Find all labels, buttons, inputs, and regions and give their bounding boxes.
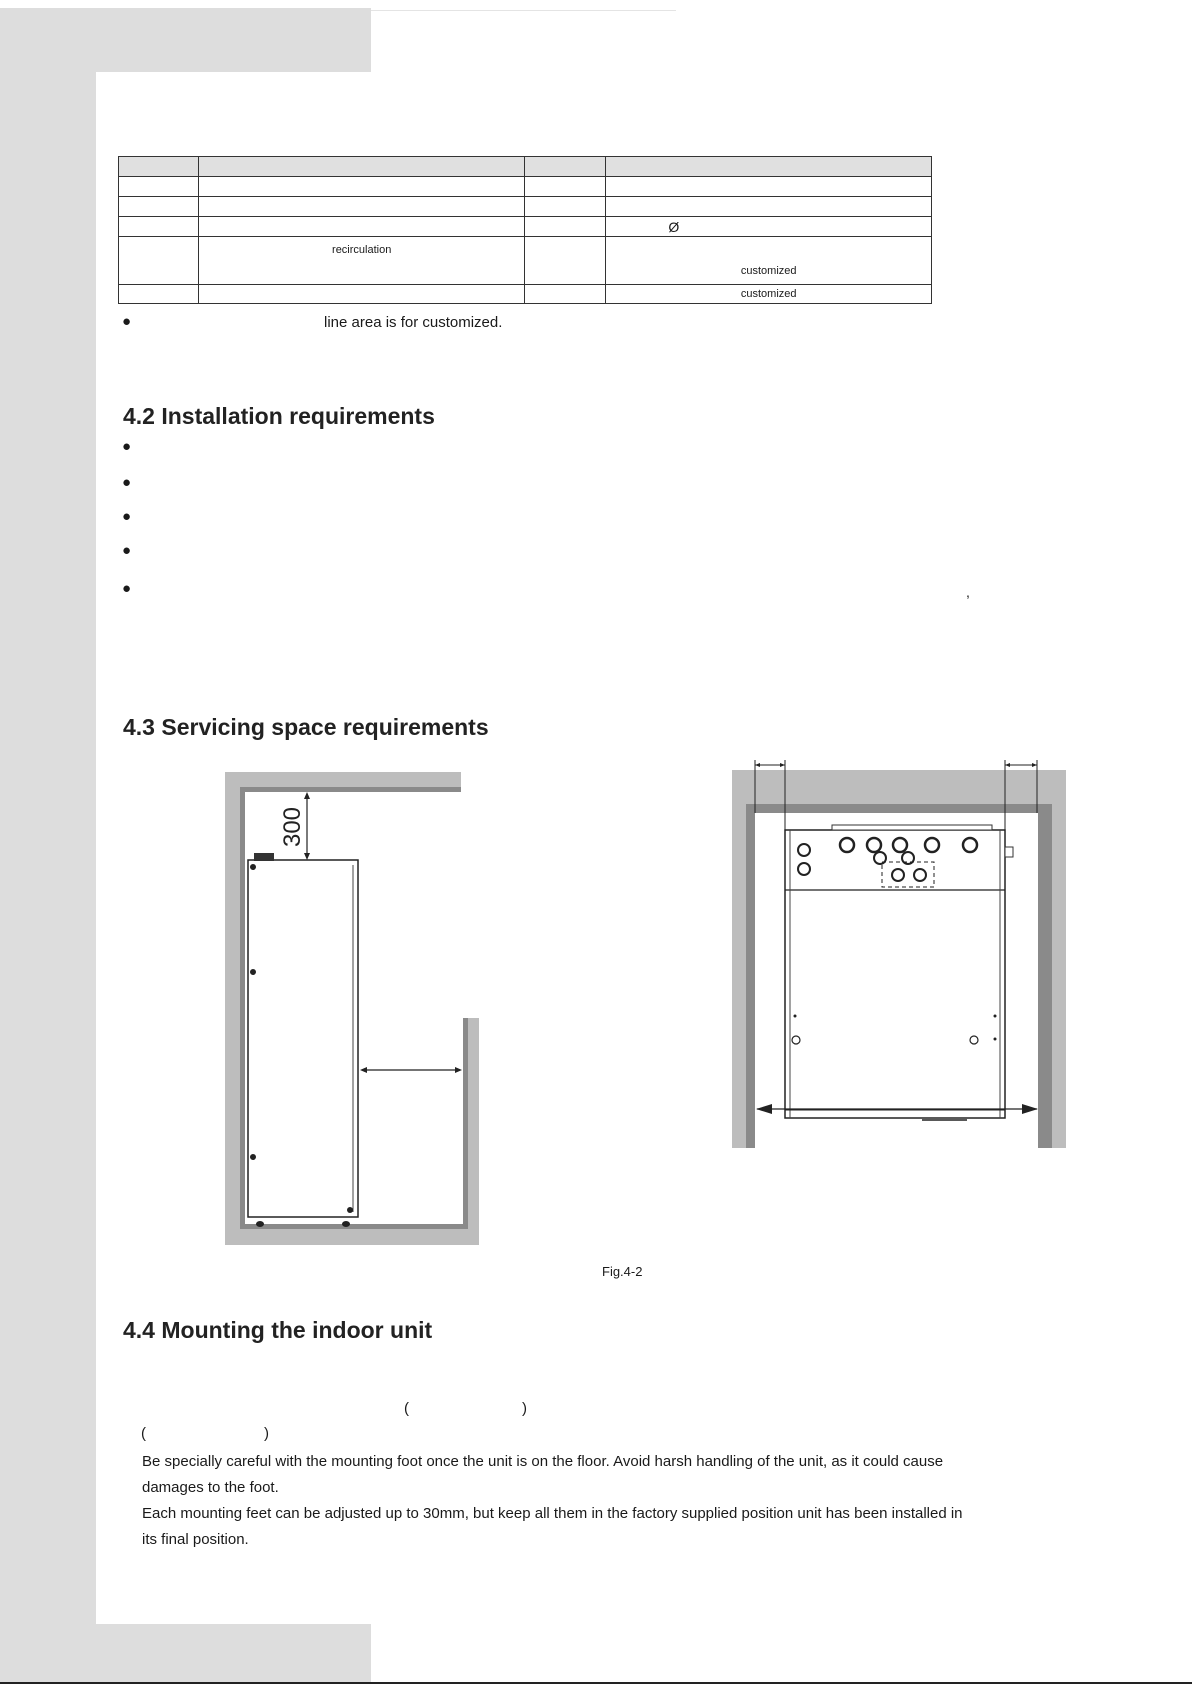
table-cell [199,217,525,237]
connector [798,863,810,875]
bottom-rule [0,1682,1192,1684]
table-cell [524,237,605,285]
paren-open: ( [404,1400,409,1417]
bullet-icon: ● [122,580,132,597]
pipe-fittings [254,853,274,861]
table-cell [524,157,605,177]
unit-body [248,860,358,1217]
table-cell [524,177,605,197]
table-cell [199,197,525,217]
table-cell [606,157,932,177]
mounting-instructions [142,1449,1062,1553]
top-rule [371,10,676,11]
paragraph-line: Be specially careful with the mounting foot once the unit is on the floor. Avoid harsh handling of the unit, as it could cause [142,1453,944,1470]
dimension-label-300: 300 [279,806,306,848]
paren-close: ) [522,1400,527,1417]
table-cell [524,285,605,304]
table-cell: recirculation [199,237,525,285]
mounting-foot [342,1221,350,1227]
page-margin-left [0,8,96,1684]
table-cell [119,217,199,237]
paragraph-line: Each mounting feet can be adjusted up to 30mm, but keep all them in the factory supplied position unit has been installed in [142,1505,963,1522]
connector [798,844,810,856]
table-cell [119,177,199,197]
bullet-icon: ● [122,542,132,559]
bullet-icon: ● [122,438,132,455]
table-cell [524,197,605,217]
table-header-row [119,157,932,177]
stray-comma: , [966,584,970,600]
table-cell [199,157,525,177]
table-row [119,285,932,304]
table-cell: customized [606,237,932,285]
table-cell [606,197,932,217]
side-view-diagram [220,765,485,1250]
table-cell [524,217,605,237]
paragraph-line: its final position. [142,1531,249,1548]
table-row [119,197,932,217]
bullet-icon: ● [122,474,132,491]
table-cell [199,285,525,304]
table-note: line area is for customized. [324,314,503,331]
table-row [119,177,932,197]
section-heading-installation: 4.2 Installation requirements [123,403,435,429]
table-cell: customized [606,285,932,304]
table-row [119,237,932,285]
spec-table [118,156,932,304]
table-cell [119,237,199,285]
table-cell: Ø [606,217,932,237]
table-cell [199,177,525,197]
paragraph-line: damages to the foot. [142,1479,279,1496]
table-row [119,217,932,237]
paren-close: ) [264,1425,269,1442]
front-view-diagram [722,755,1067,1150]
page-margin-top [0,8,371,72]
paren-open: ( [141,1425,146,1442]
mounting-foot [256,1221,264,1227]
section-heading-servicing: 4.3 Servicing space requirements [123,714,489,740]
bullet-icon: ● [122,508,132,525]
table-cell [119,197,199,217]
figure-caption: Fig.4-2 [602,1264,643,1279]
page-margin-bottom [0,1624,371,1684]
table-cell [119,157,199,177]
table-cell [119,285,199,304]
bullet-icon: ● [122,313,132,330]
section-heading-mounting: 4.4 Mounting the indoor unit [123,1317,433,1343]
table-cell [606,177,932,197]
